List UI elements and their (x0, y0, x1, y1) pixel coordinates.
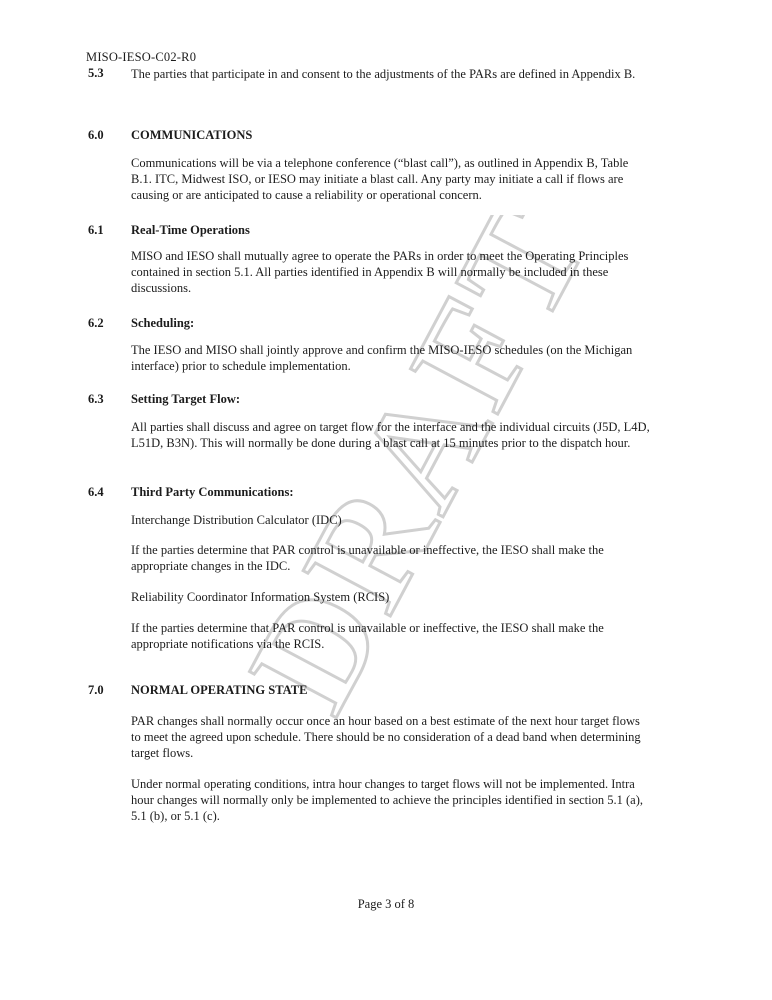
section-body: If the parties determine that PAR control is unavailable or ineffective, the IESO shall make the appropriate notifications via the RCIS. (131, 621, 604, 651)
section-body: PAR changes shall normally occur once an hour based on a best estimate of the next hour target flows to meet the agreed upon schedule. There should be no consideration of a dead band when determining target flows. (131, 714, 641, 760)
section-heading: Third Party Communications: (131, 485, 294, 499)
watermark-text: DRAFT (240, 215, 600, 735)
section-number: 6.0 (88, 128, 104, 142)
section-number: 6.1 (88, 223, 104, 237)
section-heading: Real-Time Operations (131, 223, 250, 237)
section-number: 6.3 (88, 392, 104, 406)
section-number: 6.4 (88, 485, 104, 499)
section-heading: COMMUNICATIONS (131, 128, 253, 142)
section-body: MISO and IESO shall mutually agree to operate the PARs in order to meet the Operating Principles contained in section 5.1. All parties identified in Appendix B will normally be included in these discussions. (131, 249, 629, 295)
section-body: All parties shall discuss and agree on target flow for the interface and the individual circuits (J5D, L4D, L51D, B3N). This will normally be done during a blast call at 15 minutes prior to the dispatch hour. (131, 420, 650, 450)
section-heading: Scheduling: (131, 316, 195, 330)
section-number: 6.2 (88, 316, 104, 330)
section-body: The IESO and MISO shall jointly approve and confirm the MISO-IESO schedules (on the Michigan interface) prior to schedule implementation. (131, 343, 633, 373)
section-body: The parties that participate in and consent to the adjustments of the PARs are defined in Appendix B. (131, 67, 636, 81)
document-id: MISO-IESO-C02-R0 (86, 50, 197, 64)
subsection-title: Reliability Coordinator Information System (RCIS) (131, 590, 390, 604)
section-heading: NORMAL OPERATING STATE (131, 683, 308, 697)
section-number: 7.0 (88, 683, 104, 697)
page-number-footer: Page 3 of 8 (357, 897, 415, 911)
section-body: Communications will be via a telephone conference (“blast call”), as outlined in Appendix B, Table B.1. ITC, Midwest ISO, or IESO may initiate a blast call. Any party may initiate a call if flows are causing or are anticipated to cause a reliability or operational concern. (131, 156, 629, 202)
section-number: 5.3 (88, 66, 104, 80)
section-body: Under normal operating conditions, intra hour changes to target flows will not be implemented. Intra hour changes will normally only be implemented to achieve the principles identified in section 5.1 (a), 5.1 (b), or 5.1 (c). (131, 777, 644, 823)
subsection-title: Interchange Distribution Calculator (IDC) (131, 513, 342, 527)
section-body: If the parties determine that PAR control is unavailable or ineffective, the IESO shall make the appropriate changes in the IDC. (131, 543, 604, 573)
section-heading: Setting Target Flow: (131, 392, 241, 406)
